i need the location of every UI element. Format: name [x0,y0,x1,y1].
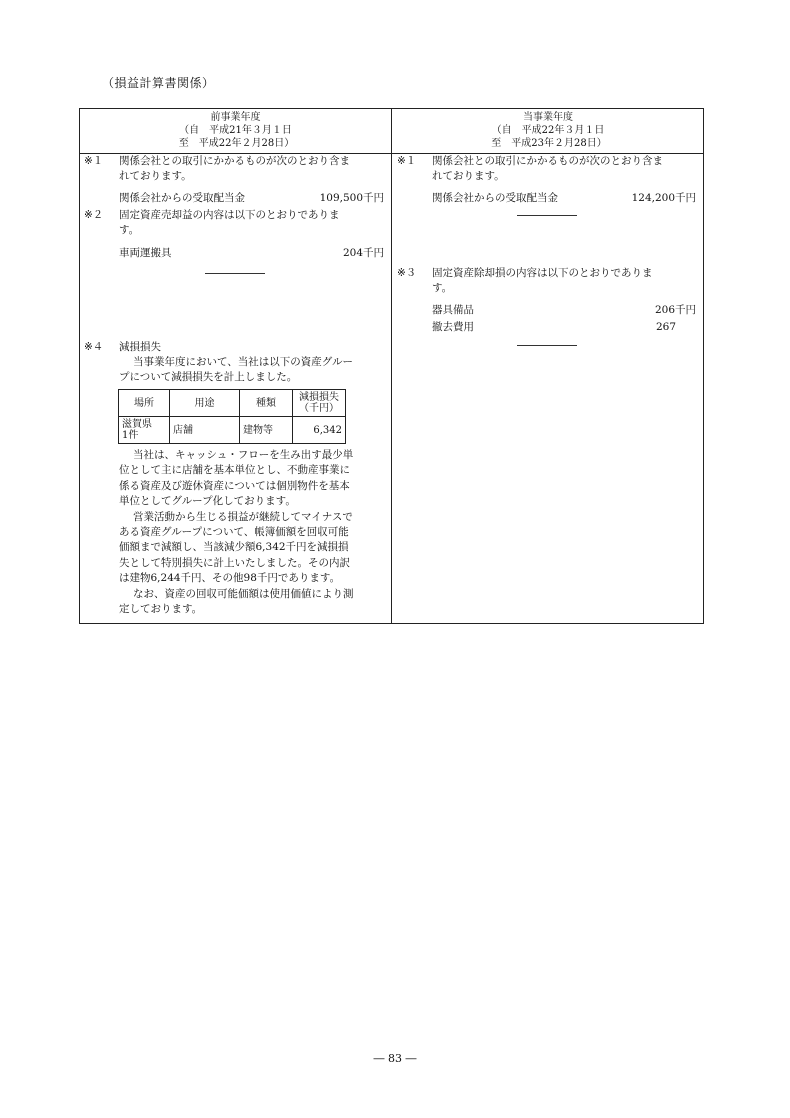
impairment-header-loss-label: 減損損失 [299,392,339,403]
page-number: ― 83 ― [373,1052,417,1065]
prev-note4-body-4: 単位としてグループ化しております。 [119,495,296,507]
prev-note4-intro-2: プについて減損損失を計上しました。 [119,371,298,383]
impairment-header-type: 種類 [240,390,293,417]
curr-separator-rule-2 [517,345,577,346]
prev-note4-body-2: 位として主に店舗を基本単位とし、不動産事業に [119,464,350,476]
curr-separator-rule-1 [517,215,577,216]
curr-note3-item1-label: 器具備品 [432,304,474,316]
prev-note2-item-label: 車両運搬具 [119,247,172,259]
prev-note4-mark: ※４ [84,341,104,353]
prev-note1-line1: 関係会社との取引にかかるものが次のとおり含ま [119,155,350,167]
curr-note3-line2: す。 [432,282,453,294]
curr-note1-line1: 関係会社との取引にかかるものが次のとおり含ま [432,155,663,167]
impairment-cell-location-name: 滋賀県 [122,419,152,430]
prev-note2-item-value: 204千円 [342,247,384,259]
prev-note4-body-1: 当社は、キャッシュ・フローを生み出す最少単 [133,449,354,461]
header-prev-title: 前事業年度 [210,112,261,123]
curr-note3-mark: ※３ [397,267,417,279]
impairment-cell-loss: 6,342 [293,417,346,444]
curr-note3-line1: 固定資産除却損の内容は以下のとおりでありま [432,267,653,279]
impairment-header-location: 場所 [119,390,170,417]
prev-note4-intro-1: 当事業年度において、当社は以下の資産グルー [133,356,353,368]
header-curr-year [392,111,704,150]
curr-note1-mark: ※１ [397,155,417,167]
impairment-header-use: 用途 [170,390,240,417]
prev-note4-title: 減損損失 [119,341,161,353]
prev-note4-body-6: ある資産グループについて、帳簿価額を回収可能 [119,526,349,538]
prev-note1-item-value: 109,500千円 [319,192,384,204]
impairment-cell-location [119,417,170,444]
header-curr-title: 当事業年度 [523,112,573,123]
prev-note4-body-11: 定しております。 [119,603,203,615]
prev-note1-line2: れております。 [119,170,192,182]
prev-note2-line1: 固定資産売却益の内容は以下のとおりでありま [119,209,340,221]
prev-note4-body-9: は建物6,244千円、その他98千円であります。 [119,572,341,584]
header-prev-year [80,111,391,150]
prev-note1-item-label: 関係会社からの受取配当金 [119,192,245,204]
prev-note2-mark: ※２ [84,209,104,221]
curr-note1-item-label: 関係会社からの受取配当金 [432,192,558,204]
prev-note4-body-5: 営業活動から生じる損益が継続してマイナスで [133,511,353,523]
header-prev-from: （自 平成21年３月１日 [179,125,292,136]
header-curr-to: 至 平成23年２月28日） [491,138,607,149]
impairment-cell-location-count: 1件 [122,430,139,441]
header-curr-from: （自 平成22年３月１日 [491,125,605,136]
curr-note1-line2: れております。 [432,170,505,182]
impairment-header-loss [293,390,346,417]
notes-table [79,108,704,624]
curr-note3-item2-value: 267 [656,321,677,333]
impairment-table [118,389,346,444]
prev-note4-body-3: 係る資産及び遊休資産については個別物件を基本 [119,480,350,492]
curr-note3-item1-value: 206千円 [654,304,696,316]
section-title: （損益計算書関係） [102,76,215,90]
prev-note4-body-7: 価額まで減額し、当該減少額6,342千円を減損損 [119,541,349,553]
column-divider [391,109,392,623]
impairment-header-loss-unit: （千円） [299,403,339,414]
prev-note1-mark: ※１ [84,155,104,167]
curr-note3-item2-label: 撤去費用 [432,321,474,333]
prev-note4-body-8: 失として特別損失に計上いたしました。その内訳 [119,557,350,569]
prev-note2-line2: す。 [119,224,140,236]
impairment-cell-use: 店舗 [170,417,240,444]
prev-note4-body-10: なお、資産の回収可能価額は使用価値により測 [133,588,354,600]
impairment-cell-type: 建物等 [240,417,293,444]
prev-separator-rule [205,273,265,274]
header-prev-to: 至 平成22年２月28日） [178,138,295,149]
curr-note1-item-value: 124,200千円 [631,192,696,204]
